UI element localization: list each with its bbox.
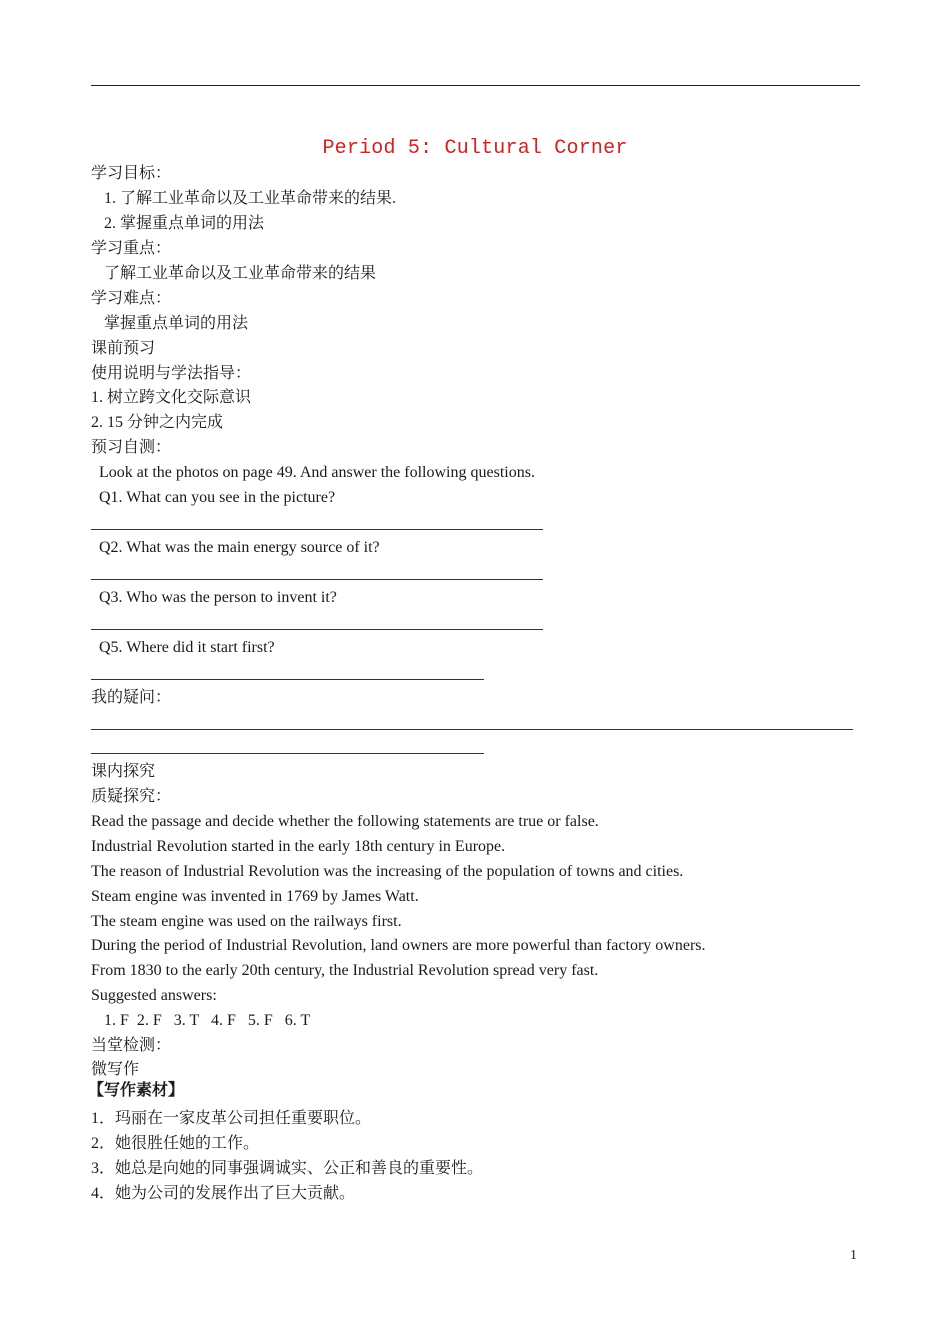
key-points-heading: 学习重点：	[91, 240, 172, 257]
writing-item: 1．玛丽在一家皮革公司担任重要职位。	[91, 1110, 372, 1127]
micro-writing-label: 微写作	[91, 1061, 140, 1078]
inquiry-heading: 质疑探究：	[91, 788, 172, 805]
guide-heading: 使用说明与学法指导：	[91, 365, 252, 382]
my-questions-line[interactable]	[91, 753, 484, 754]
answer-line[interactable]	[91, 579, 543, 580]
question: Q5. Where did it start first?	[99, 639, 275, 656]
statement: The reason of Industrial Revolution was the increasing of the population of towns and cities.	[91, 863, 684, 880]
check-heading: 当堂检测：	[91, 1037, 172, 1054]
statement: The steam engine was used on the railways first.	[91, 913, 402, 930]
difficulties-heading: 学习难点：	[91, 290, 172, 307]
preview-heading: 课前预习	[91, 340, 156, 357]
guide-item: 1. 树立跨文化交际意识	[91, 389, 252, 406]
difficulties-text: 掌握重点单词的用法	[104, 315, 249, 332]
question: Q3. Who was the person to invent it?	[99, 589, 337, 606]
question: Q2. What was the main energy source of it?	[99, 539, 380, 556]
statement: From 1830 to the early 20th century, the Industrial Revolution spread very fast.	[91, 962, 599, 979]
writing-item: 2．她很胜任她的工作。	[91, 1135, 260, 1152]
statement: During the period of Industrial Revolution, land owners are more powerful than factory owners.	[91, 937, 706, 954]
statement: Steam engine was invented in 1769 by James Watt.	[91, 888, 419, 905]
goal-item: 2. 掌握重点单词的用法	[104, 215, 265, 232]
writing-item: 3．她总是向她的同事强调诚实、公正和善良的重要性。	[91, 1160, 484, 1177]
my-questions-line[interactable]	[91, 729, 853, 730]
instruction-text: Read the passage and decide whether the following statements are true or false.	[91, 813, 599, 830]
my-questions-heading: 我的疑问：	[91, 689, 172, 706]
page-number: 1	[850, 1248, 857, 1263]
header-rule	[91, 85, 860, 86]
question: Q1. What can you see in the picture?	[99, 489, 336, 506]
answer-line[interactable]	[91, 529, 543, 530]
answer-line[interactable]	[91, 629, 543, 630]
writing-material-heading: 【写作素材】	[88, 1082, 185, 1099]
goals-heading: 学习目标：	[91, 165, 172, 182]
answer-line[interactable]	[91, 679, 484, 680]
goal-item: 1. 了解工业革命以及工业革命带来的结果.	[104, 190, 397, 207]
writing-item: 4．她为公司的发展作出了巨大贡献。	[91, 1185, 356, 1202]
answers-heading: Suggested answers:	[91, 987, 217, 1004]
in-class-heading: 课内探究	[91, 763, 156, 780]
page-title: Period 5: Cultural Corner	[322, 137, 628, 160]
key-points-text: 了解工业革命以及工业革命带来的结果	[104, 265, 377, 282]
guide-item: 2. 15 分钟之内完成	[91, 414, 224, 431]
statement: Industrial Revolution started in the early 18th century in Europe.	[91, 838, 506, 855]
self-test-intro: Look at the photos on page 49. And answer the following questions.	[99, 464, 535, 481]
self-test-heading: 预习自测：	[91, 439, 172, 456]
answers-text: 1. F 2. F 3. T 4. F 5. F 6. T	[104, 1012, 311, 1029]
